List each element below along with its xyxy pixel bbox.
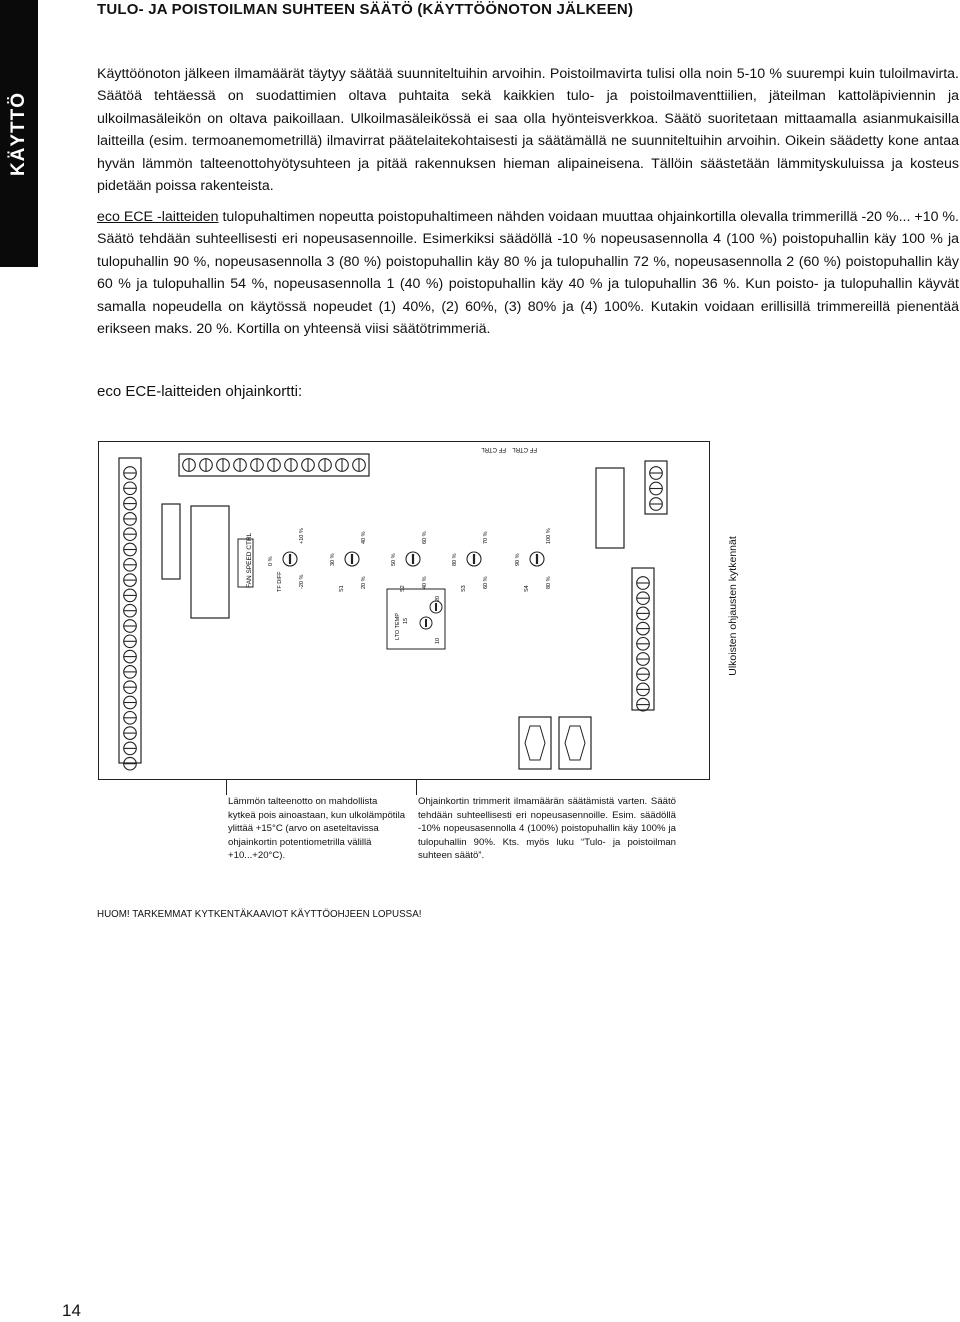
transformer — [596, 468, 624, 548]
screw-terminal[interactable] — [637, 622, 650, 635]
screw-terminal[interactable] — [637, 577, 650, 590]
footer-warning: HUOM! TARKEMMAT KYTKENTÄKAAVIOT KÄYTTÖOHJEEN LOPUSSA! — [97, 909, 422, 920]
screw-terminal[interactable] — [234, 459, 247, 472]
trimmer-group — [268, 528, 552, 592]
screw-terminal[interactable] — [637, 607, 650, 620]
ctrl-label-1: FF CTRL — [481, 446, 506, 452]
product-link[interactable]: eco ECE -laitteiden — [97, 209, 219, 225]
screw-terminal[interactable] — [637, 638, 650, 651]
fuse-holder — [519, 717, 551, 769]
fan-speed-paragraph — [97, 206, 959, 340]
lto-temp-label: LTO TEMP — [395, 613, 401, 640]
screw-terminal[interactable] — [650, 467, 663, 480]
screw-terminal[interactable] — [124, 543, 137, 556]
fuse-icon — [565, 726, 585, 760]
lto-temp-value-20: 20 — [435, 595, 441, 602]
trimmer-name: S2 — [400, 585, 406, 592]
control-board-diagram — [98, 441, 710, 780]
screw-terminal[interactable] — [124, 482, 137, 495]
fan-speed-ctrl-label: FAN SPEED CTRL — [246, 532, 253, 588]
lto-temp-trimmer[interactable] — [395, 596, 442, 644]
right-terminal-strip — [632, 568, 654, 711]
screw-terminal[interactable] — [124, 742, 137, 755]
external-connections-label: Ulkoisten ohjausten kytkennät — [727, 535, 739, 676]
control-board-drawing — [99, 442, 711, 781]
section-tab — [0, 0, 38, 267]
screw-terminal[interactable] — [124, 727, 137, 740]
screw-terminal[interactable] — [124, 635, 137, 648]
trimmer-name: TF DIFF — [277, 571, 283, 592]
trimmer-low: -20 % — [299, 574, 305, 589]
section-tab-label: KÄYTTÖ — [8, 91, 29, 176]
trimmer-s2[interactable] — [391, 531, 428, 592]
screw-terminal[interactable] — [217, 459, 230, 472]
trimmer-low: 20 % — [361, 576, 367, 589]
top-right-terminals — [645, 461, 667, 514]
trimmer-low: 80 % — [546, 576, 552, 589]
screw-terminal[interactable] — [124, 650, 137, 663]
screw-terminal[interactable] — [124, 497, 137, 510]
screw-terminal[interactable] — [637, 683, 650, 696]
screw-terminal[interactable] — [637, 653, 650, 666]
intro-paragraph: Käyttöönoton jälkeen ilmamäärät täytyy säätää suunniteltuihin arvoihin. Poistoilmavirta tulisi olla noin 5-10 % suurempi kuin tuloilmavirta. Säätöä tehtäessä on suodattimien oltava puhtaita sekä kaikkien tulo- ja poistoilmaventtiilien, jäteilman kattoläpiviennin ja ulkoilmasäleikön on oltava paikoillaan. Ulkoilmasäleikössä ei saa olla hyönteisverkkoa. Säätö suoritetaan mittaamalla asianmukaisilla laitteilla (esim. termoanemometrillä) ilmavirrat päätelaitekohtaisesti ja säätämällä ne suunniteltuihin arvoihin. Oikein säädetty kone antaa hyvän lämmön talteenottohyötysuhteen ja pitää rakennuksen hieman alipaineisena. Tällöin säästetään lämmityskuluissa ja kosteus pidetään poissa rakenteista. — [97, 66, 959, 195]
screw-terminal[interactable] — [650, 482, 663, 495]
trimmer-note: Ohjainkortin trimmerit ilmamäärän säätämistä varten. Säätö tehdään suhteellisesti eri nopeusasennoille. Esim. säädöllä -10% nopeusasennolla 4 (100%) poistopuhallin käy 100% ja tulopuhallin 90%. Kts. myös luku “Tulo- ja poistoilman suhteen säätö”. — [418, 796, 676, 862]
screw-terminal[interactable] — [285, 459, 298, 472]
screw-terminal[interactable] — [124, 666, 137, 679]
trimmer-min: 80 % — [452, 553, 458, 566]
trimmer-s4[interactable] — [515, 528, 552, 592]
screw-terminal[interactable] — [124, 513, 137, 526]
screw-terminal[interactable] — [302, 459, 315, 472]
trimmer-low: 40 % — [422, 576, 428, 589]
top-terminal-row — [179, 454, 369, 476]
screw-terminal[interactable] — [124, 620, 137, 633]
trimmer-name: S4 — [524, 585, 530, 592]
screw-terminal[interactable] — [319, 459, 332, 472]
trimmer-max: 60 % — [422, 531, 428, 544]
trimmer-max: 70 % — [483, 531, 489, 544]
board-heading: eco ECE-laitteiden ohjainkortti: — [97, 383, 303, 400]
capacitor — [162, 504, 180, 579]
ctrl-label-2: FF CTRL — [512, 446, 537, 452]
screw-terminal[interactable] — [124, 757, 137, 770]
screw-terminal[interactable] — [124, 681, 137, 694]
screw-terminal[interactable] — [637, 668, 650, 681]
trimmer-tf-diff[interactable] — [268, 528, 305, 592]
page-title: TULO- JA POISTOILMAN SUHTEEN SÄÄTÖ (KÄYTTÖÖNOTON JÄLKEEN) — [97, 1, 634, 18]
trimmer-name: S3 — [461, 585, 467, 592]
lto-temp-value-15: 15 — [403, 617, 409, 624]
fuse-holder — [559, 717, 591, 769]
screw-terminal[interactable] — [124, 696, 137, 709]
screw-terminal[interactable] — [637, 592, 650, 605]
relay — [191, 506, 229, 618]
lto-temp-value-10: 10 — [435, 637, 441, 644]
screw-terminal[interactable] — [124, 559, 137, 572]
screw-terminal[interactable] — [124, 467, 137, 480]
screw-terminal[interactable] — [124, 574, 137, 587]
trimmer-max: +10 % — [299, 528, 305, 544]
trimmer-s1[interactable] — [330, 531, 367, 592]
trimmer-s3[interactable] — [452, 531, 489, 592]
fuse-icon — [525, 726, 545, 760]
screw-terminal[interactable] — [650, 498, 663, 511]
trimmer-max: 100 % — [546, 528, 552, 544]
screw-terminal[interactable] — [268, 459, 281, 472]
screw-terminal[interactable] — [637, 698, 650, 711]
screw-terminal[interactable] — [124, 528, 137, 541]
trimmer-name: S1 — [339, 585, 345, 592]
left-terminal-strip — [119, 458, 141, 770]
page-number: 14 — [62, 1301, 81, 1320]
screw-terminal[interactable] — [124, 589, 137, 602]
trimmer-min: 30 % — [330, 553, 336, 566]
screw-terminal[interactable] — [200, 459, 213, 472]
screw-terminal[interactable] — [183, 459, 196, 472]
screw-terminal[interactable] — [124, 712, 137, 725]
fan-speed-paragraph-text: tulopuhaltimen nopeutta poistopuhaltimeen nähden voidaan muuttaa ohjainkortilla olevalla trimmerillä -20 %... +10 %. Säätö tehdään suhteellisesti eri nopeusasennoille. Esimerkiksi säädöllä -10 % nopeusasennolla 4 (100 %) poistopuhallin käy 100 % ja tulopuhallin 90 %, nopeusasennolla 3 (80 %) poistopuhallin käy 80 % ja tulopuhallin 72 %, nopeusasennolla 2 (60 %) poistopuhallin käy 60 % ja tulopuhallin 54 %, nopeusasennolla 1 (40 %) poistopuhallin käy 40 % ja tulopuhallin 36 %. Kun poisto- ja tulopuhallin käyvät samalla nopeudella on käytössä nopeudet (1) 40%, (2) 60%, (3) 80% ja (4) 100%. Kutakin voidaan erillisillä trimmereillä pienentää erikseen maks. 20 %. Kortilla on yhteensä viisi säätötrimmeriä. — [97, 209, 959, 338]
trimmer-min: 90 % — [515, 553, 521, 566]
callout-line-right — [416, 779, 417, 795]
callout-line-left — [226, 779, 227, 795]
trimmer-low: 60 % — [483, 576, 489, 589]
screw-terminal[interactable] — [251, 459, 264, 472]
trimmer-max: 40 % — [361, 531, 367, 544]
trimmer-min: 0 % — [268, 556, 274, 566]
screw-terminal[interactable] — [336, 459, 349, 472]
lto-note: Lämmön talteenotto on mahdollista kytkeä pois ainoastaan, kun ulkolämpötila ylittää +15°C (arvo on aseteltavissa ohjainkortin potentiometrilla välillä +10...+20°C). — [228, 796, 406, 862]
screw-terminal[interactable] — [124, 604, 137, 617]
screw-terminal[interactable] — [353, 459, 366, 472]
trimmer-min: 50 % — [391, 553, 397, 566]
